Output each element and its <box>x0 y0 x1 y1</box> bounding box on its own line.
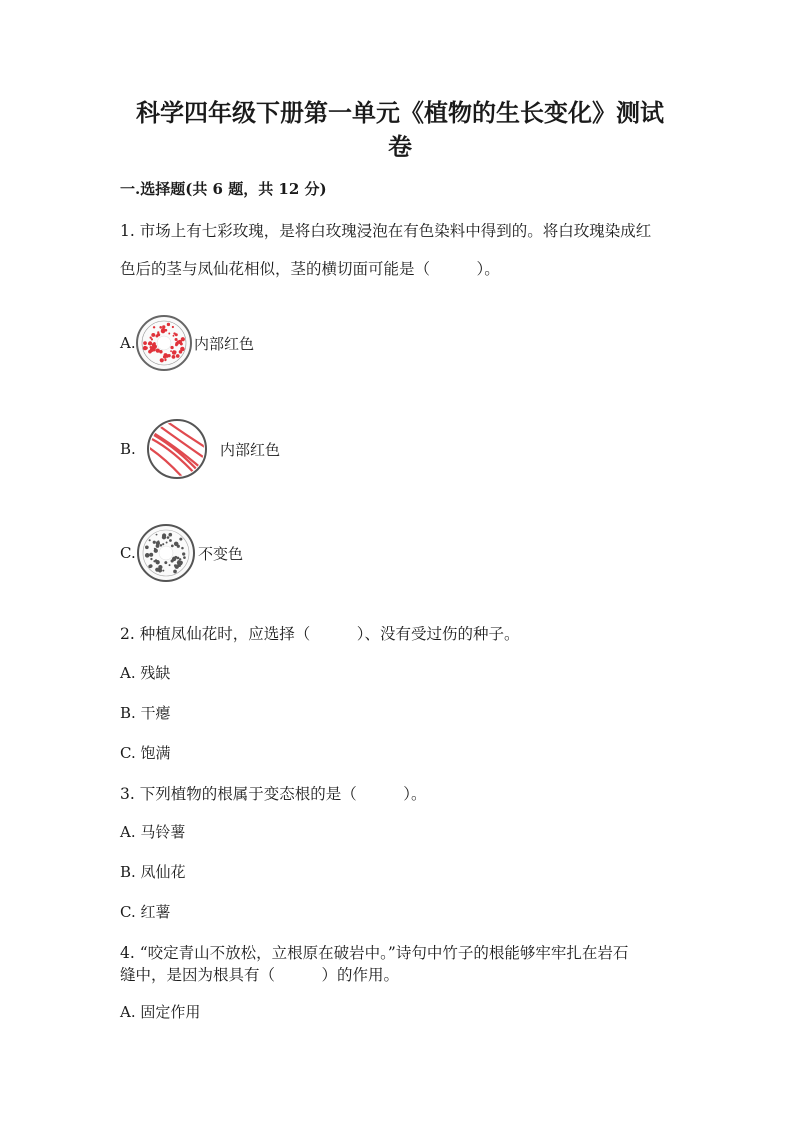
page-title <box>120 96 680 164</box>
title-line-1: 科学四年级下册第一单元《植物的生长变化》测试 <box>136 98 664 127</box>
question-2-option-a[interactable]: A. 残缺 <box>120 664 171 682</box>
gray-dots-cross-section-icon <box>134 521 198 585</box>
question-1-option-a[interactable] <box>120 313 254 373</box>
option-text: 内部红色 <box>220 440 281 459</box>
question-3-option-c[interactable]: C. 红薯 <box>120 903 171 921</box>
question-2-option-c[interactable]: C. 饱满 <box>120 744 171 762</box>
option-text: 不变色 <box>198 544 244 563</box>
option-letter: C. <box>120 544 136 562</box>
option-letter: A. <box>120 334 136 352</box>
title-line-2: 卷 <box>388 132 412 161</box>
option-letter: B. <box>120 440 136 458</box>
question-3-option-a[interactable]: A. 马铃薯 <box>120 823 186 841</box>
section-heading: 一.选择题(共 6 题，共 12 分) <box>120 180 327 198</box>
question-3-line-1: 3. 下列植物的根属于变态根的是（ ）。 <box>120 785 427 803</box>
question-4-line-2: 缝中，是因为根具有（ ）的作用。 <box>120 966 400 984</box>
question-2-option-b[interactable]: B. 干瘪 <box>120 704 171 722</box>
question-1-line-2: 色后的茎与凤仙花相似，茎的横切面可能是（ ）。 <box>120 260 500 278</box>
question-1-line-1: 1. 市场上有七彩玫瑰，是将白玫瑰浸泡在有色染料中得到的。将白玫瑰染成红 <box>120 222 652 240</box>
red-stripes-cross-section-icon <box>144 417 210 481</box>
question-1-option-c[interactable] <box>120 521 243 585</box>
question-4-line-1: 4. “咬定青山不放松，立根原在破岩中。”诗句中竹子的根能够牢牢扎在岩石 <box>120 944 629 962</box>
red-dots-cross-section-icon <box>134 313 194 373</box>
question-2-line-1: 2. 种植凤仙花时，应选择（ ）、没有受过伤的种子。 <box>120 625 520 643</box>
question-3-option-b[interactable]: B. 凤仙花 <box>120 863 186 881</box>
question-1-option-b[interactable] <box>120 417 280 481</box>
option-text: 内部红色 <box>194 334 255 353</box>
question-4-option-a[interactable]: A. 固定作用 <box>120 1003 201 1021</box>
